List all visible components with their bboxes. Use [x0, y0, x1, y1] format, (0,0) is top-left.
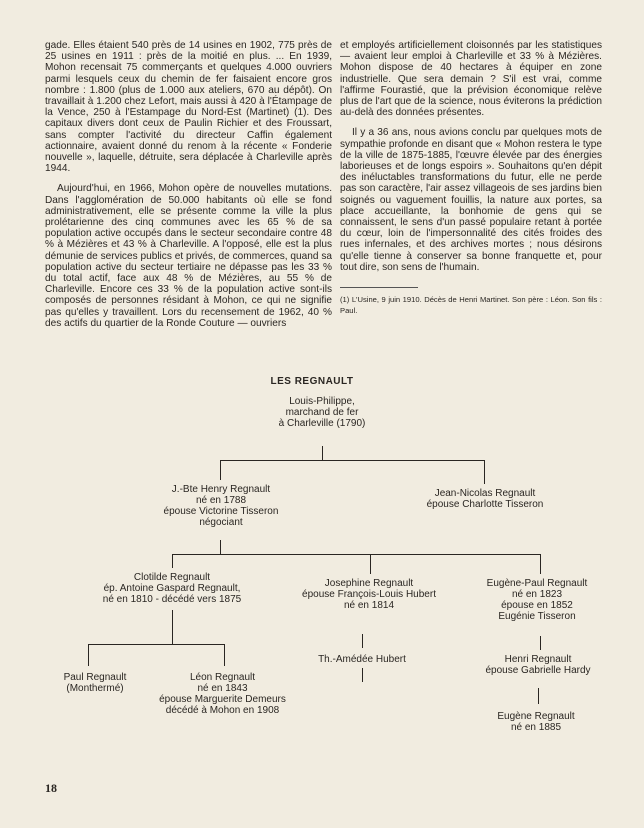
tree-connector [540, 636, 541, 650]
tree-connector [370, 554, 371, 574]
tree-connector [220, 460, 221, 480]
family-tree-title: LES REGNAULT [270, 376, 354, 387]
tree-node-clotilde: Clotilde Regnault ép. Antoine Gaspard Regnault, né en 1810 - décédé vers 1875 [102, 572, 242, 605]
tree-node-th-amedee: Th.-Amédée Hubert [318, 654, 406, 665]
tree-node-henri: Henri Regnault épouse Gabrielle Hardy [485, 654, 591, 676]
page-number: 18 [45, 781, 57, 795]
tree-node-leon: Léon Regnault né en 1843 épouse Marguerite Demeurs décédé à Mohon en 1908 [159, 672, 286, 716]
tree-connector [362, 634, 363, 648]
tree-node-jean-nicolas: Jean-Nicolas Regnault épouse Charlotte Tisseron [426, 488, 544, 510]
footnote-divider [340, 287, 418, 288]
tree-connector [224, 644, 225, 666]
article-paragraph: Il y a 36 ans, nous avions conclu par quelques mots de sympathie profonde en disant que « Mohon restera le type de la ville de 1875-1885, l'œuvre élevée par des énergies laborieuses et de longs espoirs ». Souhaitons qu'en dépit des inéluctables transformations du futur, elle ne perde pas son caractère, l'air assez villageois de ses jardins bien soignés ou vaguement fouillis, la nature aux portes, sa place accueillante, la bonhomie de gens qui se connaissent, le sens d'un passé populaire retant à portée du cœur, loin de l'impersonnalité des cités froides des rues infernales, et des archives mortes ; nous désirons qu'elle tienne à conserver sa bonne franquette et, pour tout dire, son sens de l'humain. [340, 127, 602, 273]
tree-connector [172, 554, 540, 555]
article-paragraph: Aujourd'hui, en 1966, Mohon opère de nouvelles mutations. Dans l'agglomération de 50.000 habitants où elle se fond administrativement, elle se présente comme la ville la plus prolétarienne des cinq communes avec les 65 % de sa population active occupés dans le secteur secondaire contre 48 % à Mézières et 43 % à Charleville. A l'opposé, elle est la plus démunie de services publics et privés, de commerces, quand sa population active du secteur tertiaire ne dépasse pas les 33 % du total actif, face aux 48 % de Mézières, au 55 % de Charleville. Encore ces 33 % de la population active sont-ils composés de personnes résidant à Mohon, ce qui ne signifie pas qu'elles y travaillent. Lors du recensement de 1962, 40 % des actifs du quartier de la Ronde Couture — ouvriers [45, 183, 332, 329]
footnote: (1) L'Usine, 9 juin 1910. Décès de Henri Martinet. Son père : Léon. Son fils : Paul. [340, 295, 602, 316]
tree-connector [538, 688, 539, 704]
tree-node-josephine: Josephine Regnault épouse François-Louis Hubert né en 1814 [302, 578, 436, 611]
tree-connector [88, 644, 89, 666]
right-column [340, 40, 602, 325]
tree-connector [88, 644, 224, 645]
tree-node-louis-philippe: Louis-Philippe, marchand de fer à Charleville (1790) [278, 396, 366, 429]
tree-node-eugene-paul: Eugène-Paul Regnault né en 1823 épouse en 1852 Eugénie Tisseron [486, 578, 588, 622]
left-column [45, 40, 332, 338]
tree-node-jbte-henry: J.-Bte Henry Regnault né en 1788 épouse Victorine Tisseron négociant [163, 484, 279, 528]
tree-node-paul: Paul Regnault (Monthermé) [63, 672, 127, 694]
tree-connector [484, 460, 485, 484]
article-paragraph: et employés artificiellement cloisonnés par les statistiques — avaient leur emploi à Charleville et 33 % à Mézières. Mohon dispose de 40 hectares à équiper en zone industrielle. Que sera demain ? S'il est vrai, comme l'affirme Fourastié, que la prévision économique relève plus de l'art que de la science, nous éviterons la prédiction au-delà des données présentes. [340, 40, 602, 119]
tree-connector [322, 446, 323, 460]
tree-connector [172, 610, 173, 644]
tree-connector [362, 668, 363, 682]
tree-connector [220, 540, 221, 554]
tree-connector [220, 460, 484, 461]
tree-connector [172, 554, 173, 568]
tree-connector [540, 554, 541, 574]
article-paragraph: gade. Elles étaient 540 près de 14 usines en 1902, 775 près de 25 usines en 1911 : près de la moitié en plus. ... En 1939, Mohon recensait 75 commerçants et quelques 4.000 ouvriers parmi lesquels ceux du chemin de fer faisaient encore gros nombre : 1.800 (plus de 1.000 aux ateliers, 670 au dépôt). On travaillait à 1.200 chez Lefort, mais aussi à 420 à l'Étampage de la Vence, 250 à l'Estampage du Nord-Est (Martinet) (1). Des capitaux divers dont ceux de Paulin Richier et des Froussart, sans compter l'activité du directeur Caffin également actionnaire, avaient donné du renom à la récente « Fonderie nouvelle », laquelle, détruite, sera déplacée à Charleville après 1944. [45, 40, 332, 175]
tree-node-eugene: Eugène Regnault né en 1885 [497, 711, 575, 733]
